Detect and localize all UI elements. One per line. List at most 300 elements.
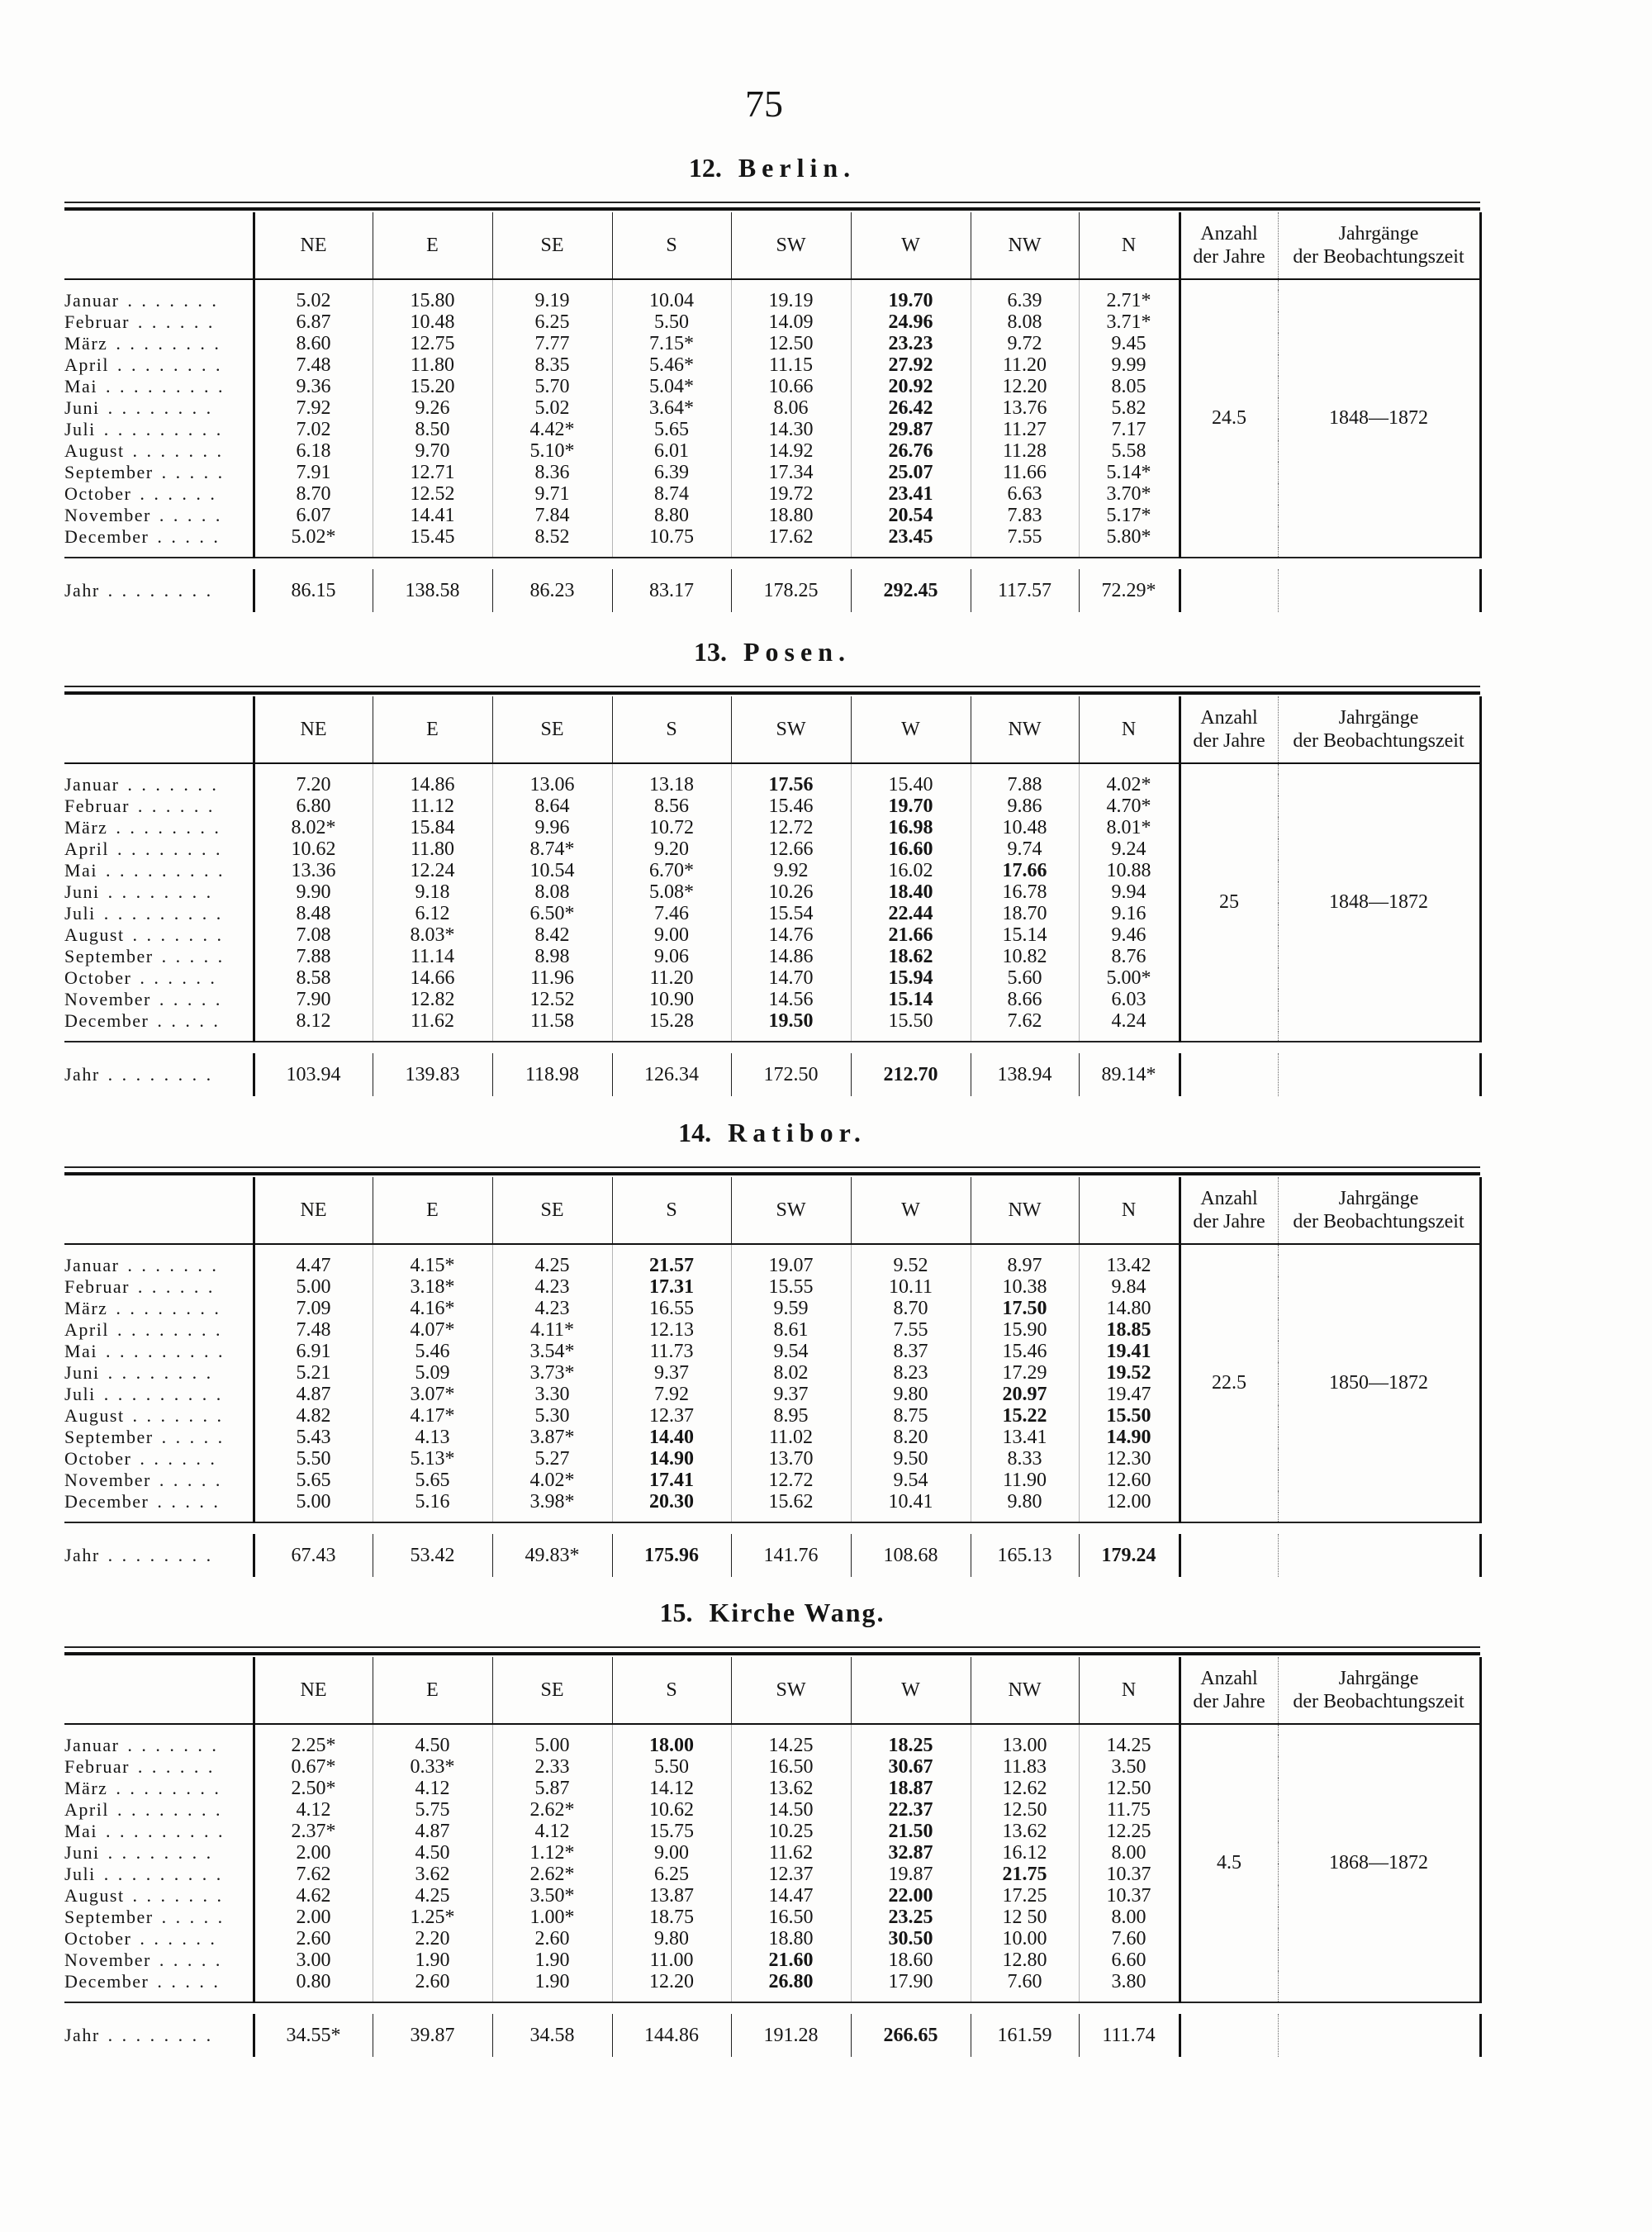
value-cell-s: 10.90 [612, 989, 731, 1010]
value-cell-n: 2.71* [1079, 290, 1180, 311]
value-cell-w: 21.50 [851, 1821, 971, 1842]
value-cell-n: 19.52 [1079, 1362, 1180, 1384]
year-total-ne: 86.15 [254, 569, 373, 612]
value-cell-e: 8.03* [373, 924, 492, 946]
value-cell-w: 19.70 [851, 795, 971, 817]
value-cell-se: 3.73* [492, 1362, 612, 1384]
value-cell-ne: 2.60 [254, 1928, 373, 1949]
value-cell-ne: 6.18 [254, 440, 373, 462]
spacer-cell [373, 1513, 492, 1522]
table-block [64, 150, 1480, 614]
value-cell-s: 18.00 [612, 1735, 731, 1756]
gap-row [64, 2002, 1480, 2014]
jahrgaenge-header-line: der Beobachtungszeit [1293, 1211, 1464, 1232]
value-cell-ne: 2.00 [254, 1842, 373, 1864]
year-total-n: 89.14* [1079, 1053, 1180, 1096]
year-total-e: 53.42 [373, 1534, 492, 1577]
value-cell-s: 5.08* [612, 881, 731, 903]
spacer-cell [254, 279, 373, 290]
value-cell-sw: 12.37 [731, 1864, 851, 1885]
value-cell-se: 9.71 [492, 483, 612, 505]
value-cell-ne: 6.80 [254, 795, 373, 817]
spacer-cell [731, 1513, 851, 1522]
value-cell-w: 10.11 [851, 1276, 971, 1298]
value-cell-s: 18.75 [612, 1907, 731, 1928]
value-cell-sw: 15.55 [731, 1276, 851, 1298]
value-cell-nw: 16.78 [971, 881, 1079, 903]
value-cell-e: 15.20 [373, 376, 492, 397]
value-cell-e: 15.45 [373, 526, 492, 548]
value-cell-w: 18.25 [851, 1735, 971, 1756]
value-cell-n: 5.00* [1079, 967, 1180, 989]
jahrgaenge-value: 1850—1872 [1278, 1244, 1480, 1522]
station-name: Berlin. [738, 153, 857, 183]
year-label: Jahr . . . . . . . . [64, 2025, 212, 2045]
value-cell-e: 4.13 [373, 1427, 492, 1448]
year-total-sw: 178.25 [731, 569, 851, 612]
value-cell-w: 9.54 [851, 1470, 971, 1491]
value-cell-n: 3.70* [1079, 483, 1180, 505]
value-cell-ne: 7.91 [254, 462, 373, 483]
value-cell-e: 11.62 [373, 1010, 492, 1032]
value-cell-w: 32.87 [851, 1842, 971, 1864]
value-cell-n: 8.01* [1079, 817, 1180, 838]
spacer-cell [492, 1032, 612, 1042]
spacer-cell [1079, 1992, 1180, 2002]
value-cell-e: 10.48 [373, 311, 492, 333]
header-anzahl [1180, 1177, 1278, 1244]
value-cell-w: 25.07 [851, 462, 971, 483]
gap-cell [64, 1522, 1480, 1534]
spacer-cell [971, 1992, 1079, 2002]
value-cell-n: 12.50 [1079, 1778, 1180, 1799]
wind-table [64, 1177, 1482, 1577]
month-label: April . . . . . . . . [64, 354, 221, 375]
value-cell-se: 13.06 [492, 774, 612, 795]
month-label: Juli . . . . . . . . . [64, 903, 222, 924]
value-cell-ne: 7.92 [254, 397, 373, 419]
value-cell-n: 10.37 [1079, 1885, 1180, 1907]
value-cell-nw: 11.28 [971, 440, 1079, 462]
header-jahrgaenge [1278, 1177, 1480, 1244]
year-total-sw: 172.50 [731, 1053, 851, 1096]
header-cell-ne: NE [254, 696, 373, 763]
spacer-row [64, 279, 1480, 290]
value-cell-ne: 5.02 [254, 290, 373, 311]
value-cell-s: 12.20 [612, 1971, 731, 1992]
value-cell-ne: 7.48 [254, 1319, 373, 1341]
month-label: September . . . . . [64, 462, 224, 482]
value-cell-w: 27.92 [851, 354, 971, 376]
spacer-cell [851, 548, 971, 558]
gap-row [64, 1042, 1480, 1053]
month-label: November . . . . . [64, 1949, 221, 1970]
year-total-n: 179.24 [1079, 1534, 1180, 1577]
value-cell-n: 6.60 [1079, 1949, 1180, 1971]
value-cell-nw: 15.22 [971, 1405, 1079, 1427]
year-jahrgaenge-cell [1278, 569, 1480, 612]
value-cell-w: 15.40 [851, 774, 971, 795]
value-cell-se: 1.90 [492, 1971, 612, 1992]
header-cell-w: W [851, 212, 971, 279]
value-cell-sw: 14.09 [731, 311, 851, 333]
year-anzahl-cell [1180, 569, 1278, 612]
value-cell-ne: 9.36 [254, 376, 373, 397]
value-cell-n: 8.76 [1079, 946, 1180, 967]
table-title [64, 1594, 1480, 1631]
value-cell-n: 9.99 [1079, 354, 1180, 376]
header-jahrgaenge [1278, 696, 1480, 763]
header-cell-n: N [1079, 1177, 1180, 1244]
spacer-cell [1079, 548, 1180, 558]
jahrgaenge-header-line: Jahrgänge [1338, 1188, 1419, 1209]
value-cell-ne: 2.50* [254, 1778, 373, 1799]
spacer-cell [373, 1244, 492, 1255]
value-cell-se: 4.25 [492, 1255, 612, 1276]
header-cell-s: S [612, 696, 731, 763]
header-label-cell [64, 212, 254, 279]
month-label: Januar . . . . . . . [64, 1255, 218, 1275]
value-cell-se: 2.33 [492, 1756, 612, 1778]
month-label: April . . . . . . . . [64, 838, 221, 859]
value-cell-n: 7.60 [1079, 1928, 1180, 1949]
table-number: 14. [678, 1118, 712, 1147]
header-anzahl [1180, 212, 1278, 279]
value-cell-nw: 12 50 [971, 1907, 1079, 1928]
spacer-cell [971, 1513, 1079, 1522]
header-cell-nw: NW [971, 1177, 1079, 1244]
station-name: Posen. [743, 637, 851, 667]
jahrgaenge-value: 1868—1872 [1278, 1724, 1480, 2002]
header-label-cell [64, 696, 254, 763]
value-cell-s: 10.62 [612, 1799, 731, 1821]
value-cell-n: 12.30 [1079, 1448, 1180, 1470]
value-cell-se: 9.96 [492, 817, 612, 838]
value-cell-n: 14.25 [1079, 1735, 1180, 1756]
spacer-cell [731, 279, 851, 290]
spacer-cell [971, 1244, 1079, 1255]
gap-cell [64, 558, 1480, 569]
value-cell-se: 11.58 [492, 1010, 612, 1032]
value-cell-s: 5.46* [612, 354, 731, 376]
value-cell-s: 10.75 [612, 526, 731, 548]
spacer-cell [851, 1244, 971, 1255]
value-cell-n: 10.37 [1079, 1864, 1180, 1885]
header-cell-se: SE [492, 1177, 612, 1244]
spacer-cell [971, 548, 1079, 558]
spacer-cell [254, 1513, 373, 1522]
month-label: Februar . . . . . . [64, 311, 214, 332]
value-cell-nw: 7.62 [971, 1010, 1079, 1032]
table-body [64, 696, 1480, 1096]
value-cell-ne: 7.08 [254, 924, 373, 946]
table-body [64, 212, 1480, 612]
month-label: August . . . . . . . [64, 1885, 223, 1906]
month-label: Juni . . . . . . . . [64, 397, 212, 418]
value-cell-se: 3.50* [492, 1885, 612, 1907]
year-total-w: 212.70 [851, 1053, 971, 1096]
year-total-nw: 117.57 [971, 569, 1079, 612]
value-cell-nw: 10.38 [971, 1276, 1079, 1298]
month-label: Februar . . . . . . [64, 1276, 214, 1297]
spacer-cell [851, 763, 971, 774]
spacer-cell [1079, 1513, 1180, 1522]
value-cell-ne: 6.87 [254, 311, 373, 333]
value-cell-e: 1.90 [373, 1949, 492, 1971]
header-row [64, 1177, 1480, 1244]
month-label: Mai . . . . . . . . . [64, 860, 224, 881]
header-cell-ne: NE [254, 212, 373, 279]
value-cell-n: 6.03 [1079, 989, 1180, 1010]
value-cell-nw: 13.41 [971, 1427, 1079, 1448]
value-cell-w: 29.87 [851, 419, 971, 440]
value-cell-n: 15.50 [1079, 1405, 1180, 1427]
table-block [64, 1114, 1480, 1579]
value-cell-nw: 12.20 [971, 376, 1079, 397]
table-body [64, 1177, 1480, 1577]
header-cell-nw: NW [971, 696, 1079, 763]
value-cell-w: 26.76 [851, 440, 971, 462]
month-label: October . . . . . . [64, 483, 216, 504]
value-cell-nw: 12.80 [971, 1949, 1079, 1971]
spacer-cell [492, 1244, 612, 1255]
month-label: December . . . . . [64, 1971, 220, 1992]
header-label-cell [64, 1657, 254, 1724]
spacer-cell [373, 1724, 492, 1735]
value-cell-nw: 17.25 [971, 1885, 1079, 1907]
spacer-cell [373, 1032, 492, 1042]
spacer-cell [1079, 763, 1180, 774]
value-cell-nw: 7.55 [971, 526, 1079, 548]
value-cell-sw: 17.34 [731, 462, 851, 483]
year-jahrgaenge-cell [1278, 2014, 1480, 2057]
value-cell-nw: 11.27 [971, 419, 1079, 440]
value-cell-ne: 8.48 [254, 903, 373, 924]
value-cell-ne: 4.62 [254, 1885, 373, 1907]
jahrgaenge-value: 1848—1872 [1278, 279, 1480, 558]
spacer-cell [492, 548, 612, 558]
value-cell-nw: 8.97 [971, 1255, 1079, 1276]
value-cell-e: 9.70 [373, 440, 492, 462]
value-cell-n: 12.60 [1079, 1470, 1180, 1491]
value-cell-w: 16.02 [851, 860, 971, 881]
anzahl-header-line: Anzahl [1200, 1188, 1258, 1209]
spacer-cell [851, 1724, 971, 1735]
header-jahrgaenge [1278, 1657, 1480, 1724]
value-cell-nw: 12.62 [971, 1778, 1079, 1799]
value-cell-s: 5.04* [612, 376, 731, 397]
value-cell-sw: 10.25 [731, 1821, 851, 1842]
value-cell-n: 5.58 [1079, 440, 1180, 462]
month-label: October . . . . . . [64, 1448, 216, 1469]
value-cell-s: 15.28 [612, 1010, 731, 1032]
header-row [64, 1657, 1480, 1724]
value-cell-nw: 11.66 [971, 462, 1079, 483]
header-cell-nw: NW [971, 1657, 1079, 1724]
spacer-cell [1079, 1724, 1180, 1735]
value-cell-n: 3.80 [1079, 1971, 1180, 1992]
month-label: December . . . . . [64, 1491, 220, 1512]
value-cell-sw: 8.02 [731, 1362, 851, 1384]
value-cell-n: 9.94 [1079, 881, 1180, 903]
value-cell-sw: 14.25 [731, 1735, 851, 1756]
anzahl-value: 22.5 [1180, 1244, 1278, 1522]
value-cell-n: 12.00 [1079, 1491, 1180, 1513]
year-label: Jahr . . . . . . . . [64, 1545, 212, 1565]
anzahl-header-line: Anzahl [1200, 1668, 1258, 1689]
value-cell-ne: 7.90 [254, 989, 373, 1010]
header-cell-s: S [612, 1657, 731, 1724]
value-cell-nw: 17.29 [971, 1362, 1079, 1384]
year-total-n: 111.74 [1079, 2014, 1180, 2057]
spacer-cell [64, 279, 254, 290]
month-label: Juli . . . . . . . . . [64, 1864, 222, 1884]
value-cell-s: 17.41 [612, 1470, 731, 1491]
value-cell-sw: 12.72 [731, 817, 851, 838]
header-row [64, 696, 1480, 763]
value-cell-sw: 8.61 [731, 1319, 851, 1341]
value-cell-nw: 6.39 [971, 290, 1079, 311]
value-cell-nw: 17.50 [971, 1298, 1079, 1319]
value-cell-w: 16.98 [851, 817, 971, 838]
spacer-cell [731, 1724, 851, 1735]
station-name: Ratibor. [728, 1118, 866, 1147]
year-total-e: 39.87 [373, 2014, 492, 2057]
value-cell-e: 1.25* [373, 1907, 492, 1928]
header-cell-sw: SW [731, 212, 851, 279]
value-cell-se: 8.35 [492, 354, 612, 376]
value-cell-n: 8.00 [1079, 1842, 1180, 1864]
header-cell-n: N [1079, 1657, 1180, 1724]
value-cell-ne: 9.90 [254, 881, 373, 903]
jahrgaenge-header-line: Jahrgänge [1338, 707, 1419, 729]
year-label: Jahr . . . . . . . . [64, 580, 212, 601]
value-cell-s: 11.20 [612, 967, 731, 989]
value-cell-nw: 20.97 [971, 1384, 1079, 1405]
header-cell-s: S [612, 212, 731, 279]
month-label: September . . . . . [64, 1427, 224, 1447]
spacer-cell [492, 1724, 612, 1735]
spacer-cell [851, 1032, 971, 1042]
jahrgaenge-header-line: der Beobachtungszeit [1293, 730, 1464, 752]
value-cell-se: 8.36 [492, 462, 612, 483]
value-cell-nw: 9.80 [971, 1491, 1079, 1513]
value-cell-w: 19.87 [851, 1864, 971, 1885]
value-cell-se: 8.42 [492, 924, 612, 946]
top-rule-thin [64, 1646, 1480, 1648]
value-cell-ne: 6.07 [254, 505, 373, 526]
value-cell-sw: 8.95 [731, 1405, 851, 1427]
value-cell-w: 8.37 [851, 1341, 971, 1362]
year-total-ne: 34.55* [254, 2014, 373, 2057]
value-cell-sw: 11.02 [731, 1427, 851, 1448]
top-rule-thick [64, 1172, 1480, 1175]
value-cell-n: 5.80* [1079, 526, 1180, 548]
month-label: December . . . . . [64, 1010, 220, 1031]
value-cell-n: 9.84 [1079, 1276, 1180, 1298]
year-total-s: 83.17 [612, 569, 731, 612]
value-cell-sw: 13.70 [731, 1448, 851, 1470]
value-cell-sw: 14.47 [731, 1885, 851, 1907]
value-cell-se: 8.98 [492, 946, 612, 967]
value-cell-nw: 15.90 [971, 1319, 1079, 1341]
value-cell-s: 8.74 [612, 483, 731, 505]
value-cell-w: 30.50 [851, 1928, 971, 1949]
value-cell-n: 13.42 [1079, 1255, 1180, 1276]
anzahl-header-line: der Jahre [1193, 1691, 1265, 1712]
year-jahrgaenge-cell [1278, 1534, 1480, 1577]
month-label: August . . . . . . . [64, 924, 223, 945]
value-cell-se: 1.00* [492, 1907, 612, 1928]
month-label: Mai . . . . . . . . . [64, 1821, 224, 1841]
year-total-sw: 141.76 [731, 1534, 851, 1577]
value-cell-nw: 8.08 [971, 311, 1079, 333]
value-cell-sw: 14.30 [731, 419, 851, 440]
value-cell-e: 6.12 [373, 903, 492, 924]
year-total-row [64, 2014, 1480, 2057]
value-cell-sw: 8.06 [731, 397, 851, 419]
spacer-cell [254, 1032, 373, 1042]
value-cell-ne: 4.12 [254, 1799, 373, 1821]
value-cell-w: 8.23 [851, 1362, 971, 1384]
value-cell-se: 8.52 [492, 526, 612, 548]
value-cell-s: 6.25 [612, 1864, 731, 1885]
value-cell-se: 5.02 [492, 397, 612, 419]
spacer-cell [971, 1724, 1079, 1735]
year-total-se: 49.83* [492, 1534, 612, 1577]
value-cell-ne: 5.65 [254, 1470, 373, 1491]
value-cell-se: 10.54 [492, 860, 612, 881]
value-cell-e: 4.12 [373, 1778, 492, 1799]
station-name: Kirche Wang. [709, 1598, 885, 1627]
value-cell-se: 8.64 [492, 795, 612, 817]
header-cell-n: N [1079, 696, 1180, 763]
value-cell-nw: 5.60 [971, 967, 1079, 989]
spacer-cell [1079, 279, 1180, 290]
top-rule-thick [64, 691, 1480, 695]
value-cell-se: 5.00 [492, 1735, 612, 1756]
spacer-cell [851, 1513, 971, 1522]
value-cell-se: 5.10* [492, 440, 612, 462]
value-cell-e: 4.16* [373, 1298, 492, 1319]
spacer-cell [731, 548, 851, 558]
value-cell-se: 3.54* [492, 1341, 612, 1362]
value-cell-se: 7.77 [492, 333, 612, 354]
spacer-cell [254, 1724, 373, 1735]
value-cell-se: 12.52 [492, 989, 612, 1010]
year-anzahl-cell [1180, 2014, 1278, 2057]
spacer-cell [373, 279, 492, 290]
value-cell-nw: 9.86 [971, 795, 1079, 817]
value-cell-s: 21.57 [612, 1255, 731, 1276]
month-label: November . . . . . [64, 505, 221, 525]
value-cell-sw: 17.56 [731, 774, 851, 795]
month-label: Juni . . . . . . . . [64, 1842, 212, 1863]
header-label-cell [64, 1177, 254, 1244]
header-cell-w: W [851, 696, 971, 763]
value-cell-w: 18.60 [851, 1949, 971, 1971]
anzahl-header-line: Anzahl [1200, 707, 1258, 729]
value-cell-se: 3.98* [492, 1491, 612, 1513]
value-cell-s: 11.73 [612, 1341, 731, 1362]
spacer-cell [373, 763, 492, 774]
value-cell-sw: 9.37 [731, 1384, 851, 1405]
value-cell-se: 7.84 [492, 505, 612, 526]
value-cell-se: 5.87 [492, 1778, 612, 1799]
value-cell-nw: 7.60 [971, 1971, 1079, 1992]
value-cell-se: 4.02* [492, 1470, 612, 1491]
month-label: Mai . . . . . . . . . [64, 376, 224, 397]
